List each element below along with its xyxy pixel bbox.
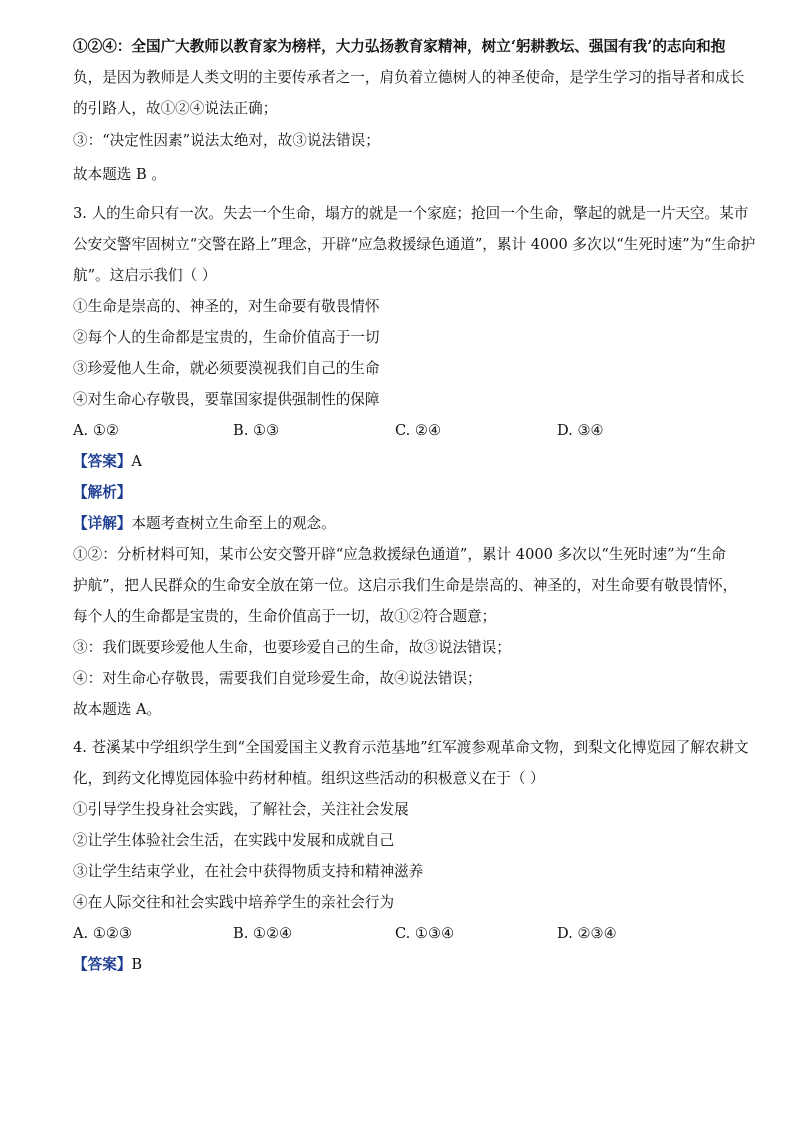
statement: ④对生命心存敬畏，要靠国家提供强制性的保障 (73, 391, 380, 408)
statement: ①生命是崇高的、神圣的，对生命要有敬畏情怀 (73, 298, 380, 315)
option-d: D. ③④ (557, 422, 604, 439)
text-line: ①②④：全国广大教师以教育家为榜样，大力弘扬教育家精神，树立‘躬耕教坛、强国有我’的志向和抱 (73, 38, 726, 55)
detail-tag: 【详解】 (73, 515, 132, 532)
question-4-stem: 化，到药文化博览园体验中药材种植。组织这些活动的积极意义在于（ ） (73, 770, 545, 787)
explanation-line: 每个人的生命都是宝贵的，生命价值高于一切，故①②符合题意； (73, 608, 497, 625)
option-a: A. ①② (73, 422, 119, 439)
explanation-line: ①②：分析材料可知，某市公安交警开辟“应急救援绿色通道”，累计 4000 多次以“生死时速”为“生命 (73, 546, 726, 563)
analysis-tag: 【解析】 (73, 484, 132, 501)
option-d: D. ②③④ (557, 925, 617, 942)
option-a: A. ①②③ (73, 925, 133, 942)
explanation-line: ③：我们既要珍爱他人生命，也要珍爱自己的生命，故③说法错误； (73, 639, 511, 656)
detail-line (73, 514, 724, 534)
option-c: C. ②④ (395, 422, 442, 439)
statement: ①引导学生投身社会实践，了解社会，关注社会发展 (73, 801, 409, 818)
statement: ②让学生体验社会生活，在实践中发展和成就自己 (73, 832, 395, 849)
question-3-stem: 航”。这启示我们（ ） (73, 267, 217, 284)
statement: ③让学生结束学业，在社会中获得物质支持和精神滋养 (73, 863, 424, 880)
text-line: 故本题选 B 。 (73, 166, 166, 183)
answer-tag: 【答案】 (73, 453, 132, 470)
analysis-line (73, 483, 724, 503)
answer-value: B (131, 956, 143, 973)
explanation-line: 护航”，把人民群众的生命安全放在第一位。这启示我们生命是崇高的、神圣的，对生命要有敬畏情怀， (73, 577, 738, 594)
explanation-line: ④：对生命心存敬畏，需要我们自觉珍爱生命，故④说法错误； (73, 670, 482, 687)
option-b: B. ①②④ (233, 925, 293, 942)
option-b: B. ①③ (233, 422, 280, 439)
explanation-line: 故本题选 A。 (73, 701, 162, 718)
option-c: C. ①③④ (395, 925, 455, 942)
detail-text: 本题考查树立生命至上的观念。 (131, 515, 336, 532)
statement: ②每个人的生命都是宝贵的，生命价值高于一切 (73, 329, 380, 346)
question-4-stem: 4. 苍溪某中学组织学生到“全国爱国主义教育示范基地”红军渡参观革命文物，到梨文化博览园了解农耕文 (73, 739, 749, 756)
answer-value: A (131, 453, 142, 470)
text-line: ③：“决定性因素”说法太绝对，故③说法错误； (73, 132, 380, 149)
answer-line (73, 452, 724, 472)
answer-tag: 【答案】 (73, 956, 132, 973)
statement: ④在人际交往和社会实践中培养学生的亲社会行为 (73, 894, 395, 911)
text-line: 的引路人，故①②④说法正确； (73, 100, 278, 117)
statement: ③珍爱他人生命，就必须要漠视我们自己的生命 (73, 360, 380, 377)
text-line: 负，是因为教师是人类文明的主要传承者之一，肩负着立德树人的神圣使命，是学生学习的指导者和成长 (73, 69, 745, 86)
answer-line (73, 955, 724, 975)
question-3-stem: 3. 人的生命只有一次。失去一个生命，塌方的就是一个家庭；抢回一个生命，擎起的就是一片天空。某市 (73, 205, 749, 222)
question-3-stem: 公安交警牢固树立“交警在路上”理念，开辟“应急救援绿色通道”，累计 4000 多次以“生死时速”为“生命护 (73, 236, 756, 253)
